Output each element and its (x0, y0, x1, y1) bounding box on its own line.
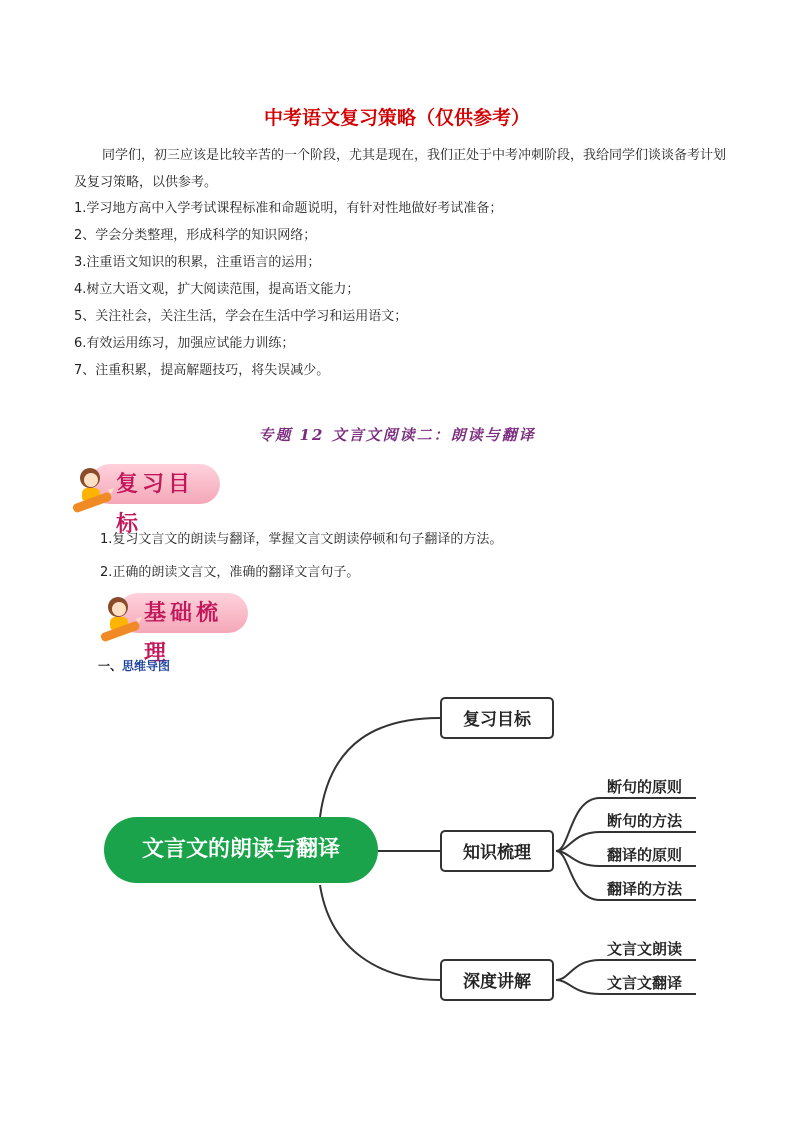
girl-with-pencil-icon (98, 591, 142, 649)
list-item: 3.注重语文知识的积累，注重语言的运用； (74, 255, 321, 270)
connector-review-goals (320, 718, 440, 817)
intro-paragraph: 同学们，初三应该是比较辛苦的一个阶段，尤其是现在，我们正处于中考冲刺阶段，我给同学们谈谈备考计划及复习策略，以供参考。 (74, 148, 727, 190)
branch-knowledge: 知识梳理 (440, 830, 554, 872)
leaf-item: 文言文朗读 (607, 940, 683, 958)
connector-deep (320, 885, 440, 980)
basics-banner-label: 基础梳理 (118, 593, 248, 633)
page-title: 中考语文复习策略（仅供参考） (263, 107, 530, 129)
leaf-item: 翻译的方法 (607, 880, 683, 898)
mind-map (0, 680, 794, 1020)
leaf-item: 断句的方法 (607, 812, 683, 830)
branch-review-goals: 复习目标 (440, 697, 554, 739)
list-item: 1.学习地方高中入学考试课程标准和命题说明，有针对性地做好考试准备； (74, 201, 503, 216)
section-label: 思维导图 (122, 659, 171, 673)
list-item: 2、学会分类整理，形成科学的知识网络； (74, 228, 317, 243)
list-item: 7、注重积累，提高解题技巧，将失误减少。 (74, 363, 330, 378)
section-heading (98, 657, 170, 674)
goals-banner (70, 462, 220, 537)
mind-map-center: 文言文的朗读与翻译 (104, 817, 378, 883)
girl-with-pencil-icon (70, 462, 114, 520)
leaf-item: 断句的原则 (607, 778, 683, 796)
branch-deep-explanation: 深度讲解 (440, 959, 554, 1001)
topic-heading: 专题 12 文言文阅读二：朗读与翻译 (258, 426, 536, 444)
goals-list (100, 528, 720, 594)
leaf-item: 文言文翻译 (607, 974, 683, 992)
list-item: 6.有效运用练习，加强应试能力训练； (74, 336, 295, 351)
list-item: 1.复习文言文的朗读与翻译，掌握文言文朗读停顿和句子翻译的方法。 (100, 532, 503, 547)
list-item: 2.正确的朗读文言文，准确的翻译文言句子。 (100, 565, 360, 580)
strategy-list (74, 195, 734, 384)
list-item: 5、关注社会，关注生活，学会在生活中学习和运用语文； (74, 309, 408, 324)
list-item: 4.树立大语文观，扩大阅读范围，提高语文能力； (74, 282, 360, 297)
goals-banner-label: 复习目标 (90, 464, 220, 504)
leaf-item: 翻译的原则 (607, 846, 683, 864)
section-prefix: 一、 (98, 659, 123, 673)
